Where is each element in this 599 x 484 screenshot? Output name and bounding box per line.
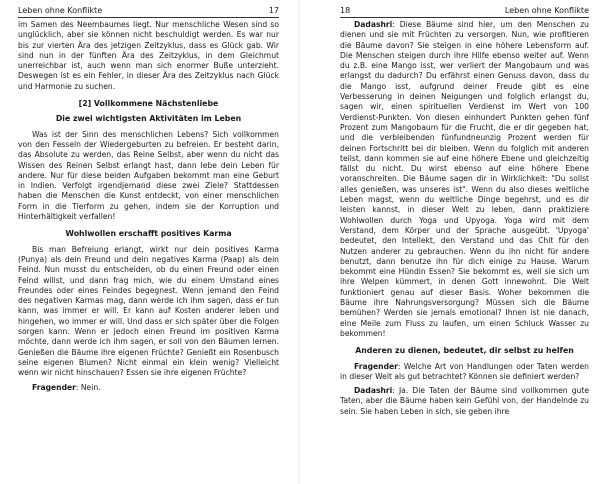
dialogue-line xyxy=(340,362,589,383)
dialogue-line xyxy=(340,20,589,339)
dialogue-text: : Welche Art von Handlungen oder Taten werden in dieser Welt als gut betrachtet? Können sie definiert werden? xyxy=(340,361,589,381)
subheading: Die zwei wichtigsten Aktivitäten im Leben xyxy=(55,114,242,124)
running-title: Leben ohne Konflikte xyxy=(18,6,103,15)
dialogue-text: : Ja. Die Taten der Bäume sind vollkommen gute Taten, aber die Bäume haben kein Gefühl von, der Handelnde zu sein. Sie haben Leben in sich, sie geben ihre xyxy=(340,386,589,416)
subheading: Wohlwollen erschafft positives Karma xyxy=(65,229,232,239)
speaker-label: Fragender xyxy=(32,382,76,392)
dialogue-line xyxy=(340,386,589,417)
speaker-label: Dadashri xyxy=(354,386,393,396)
running-title: Leben ohne Konflikte xyxy=(504,6,589,15)
page-number: 17 xyxy=(268,6,279,15)
left-page-body xyxy=(18,20,279,393)
dialogue-text: : Nein. xyxy=(75,382,101,392)
left-page xyxy=(0,0,299,484)
speaker-label: Fragender xyxy=(354,361,398,371)
header-rule xyxy=(340,17,589,18)
dialogue-line xyxy=(18,383,279,393)
section-heading: Anderen zu dienen, bedeutet, dir selbst zu helfen xyxy=(355,346,574,356)
right-page-body xyxy=(340,20,589,417)
paragraph: im Samen des Neembaumes liegt. Nur menschliche Wesen sind so unglücklich, aber sie können nicht beschuldigt werden. Es war nur bis zur vierten Ära des jetzigen Zeitzyklus, dass es Glück gab. Wir sind nun in der fünften Ära des Zeitzyklus, in dem Gleichmut unerreichbar ist, auch wenn man sich enormer Buße unterzieht. Deswegen ist es ein Fehler, in dieser Ära des Zeitzyklus nach Glück und Harmonie zu suchen. xyxy=(18,20,279,91)
paragraph: Was ist der Sinn des menschlichen Lebens? Sich vollkommen von den Fesseln der Wiedergeburten zu befreien. Er besteht darin, das Absolute zu werden, das Reine Selbst, aber wenn du nicht das Wissen des Reinen Selbst erlangt hast, dann lebe dein Leben für andere. Nur für diese beiden Aufgaben bekommt man eine Geburt in Indien. Verfolgt irgendjemand diese zwei Ziele? Stattdessen haben die Menschen die Kunst entdeckt, von einer menschlichen Form in die Tierform zu gehen, indem sie der Korruption und Hinterhältigkeit verfallen! xyxy=(18,129,279,222)
paragraph: Bis man Befreiung erlangt, wirkt nur dein positives Karma (Punya) als dein Freund und dein negatives Karma (Paap) als dein Feind. Nun musst du entscheiden, ob du einen Freund oder einen Feind willst, und dann frag mich, wie du einem Umstand eines Freundes oder eines Feindes begegnest. Wenn jemand den Feind des negativen Karmas mag, dann werde ich ihm sagen, dass er tun kann, was immer er will. Er kann auf Kosten anderer leben und hingehen, wo immer er will. Und dass er sich später über die Folgen sorgen kann. Wenn er jedoch einen Freund im positiven Karma möchte, dann werde ich ihm sagen, er soll von den Bäumen lernen. Genießen die Bäume ihre eigenen Früchte? Genießt ein Rosenbusch seine eigenen Blumen? Nicht einmal ein klein wenig? Vielleicht wenn wir nicht hinschauen? Essen sie ihre eigenen Früchte? xyxy=(18,244,279,378)
speaker-label: Dadashri xyxy=(354,20,393,29)
dialogue-text: : Diese Bäume sind hier, um den Menschen zu dienen und sie mit Früchten zu versorgen. Nun, wie profitieren die Bäume davon? Sie steigen in eine höhere Lebensform auf. Die Menschen steigen durch ihre Hilfe ebenso weiter auf. Wenn du z.B. eine Mango isst, wer verliert der Mangobaum und was erlangst du dadurch? Du erfährst einen Genuss davon, dass du die Mango isst, aufgrund deiner Freude gibt es eine Verbesserung in deinen Neigungen und folglich erlangst du, sagen wir, einen spirituellen Verdienst im Wert von 100 Verdienst-Punkten. Von diesen einhundert Punkten gehen fünf Prozent zum Mangobaum für die Frucht, die er dir gegeben hat, und die verbleibenden fünfundneunzig Prozent werden für deinen Fortschritt bei dir bleiben. Wenn du folglich mit anderen teilst, dann kommen sie auf eine höhere Ebene und gleichzeitig fällst du nicht. Du wirst ebenso auf eine höhere Ebene voranschreiten. Die Bäume sagen dir in Wirklichkeit: "Du sollst alles genießen, was unseres ist". Wenn du also dieses weltliche Leben magst, wenn du weltliche Dinge begehrst, und es dir leisten kannst, in dieser Welt zu leben, dann praktiziere Wohlwollen durch Yoga und Upyoga. Yoga wird mit dem Verstand, dem Körper und der Sprache ausgeübt. 'Upyoga' bedeutet, den Intellekt, den Verstand und das Chit für den Nutzen anderer zu gebrauchen. Wenn du ihn nicht für andere benutzt, dann benutze ihn für dich einige zu Hause. Warum bekommt eine Hündin Essen? Sie bekommt es, weil sie sich um ihre Welpen kümmert, in denen Gott innewohnt. Die Welt funktioniert genau auf dieser Basis. Woher bekommen die Bäume ihre Nahrungsversorgung? Müssen sich die Bäume bemühen? Werden sie jemals emotional? Ihnen ist nie danach, eine Meile zum Fluss zu laufen, um einen Schluck Wasser zu bekommen! xyxy=(340,20,589,338)
page-number: 18 xyxy=(340,6,351,15)
section-heading: [2] Vollkommene Nächstenliebe xyxy=(78,99,219,109)
header-rule xyxy=(18,17,279,18)
right-page xyxy=(300,0,599,484)
